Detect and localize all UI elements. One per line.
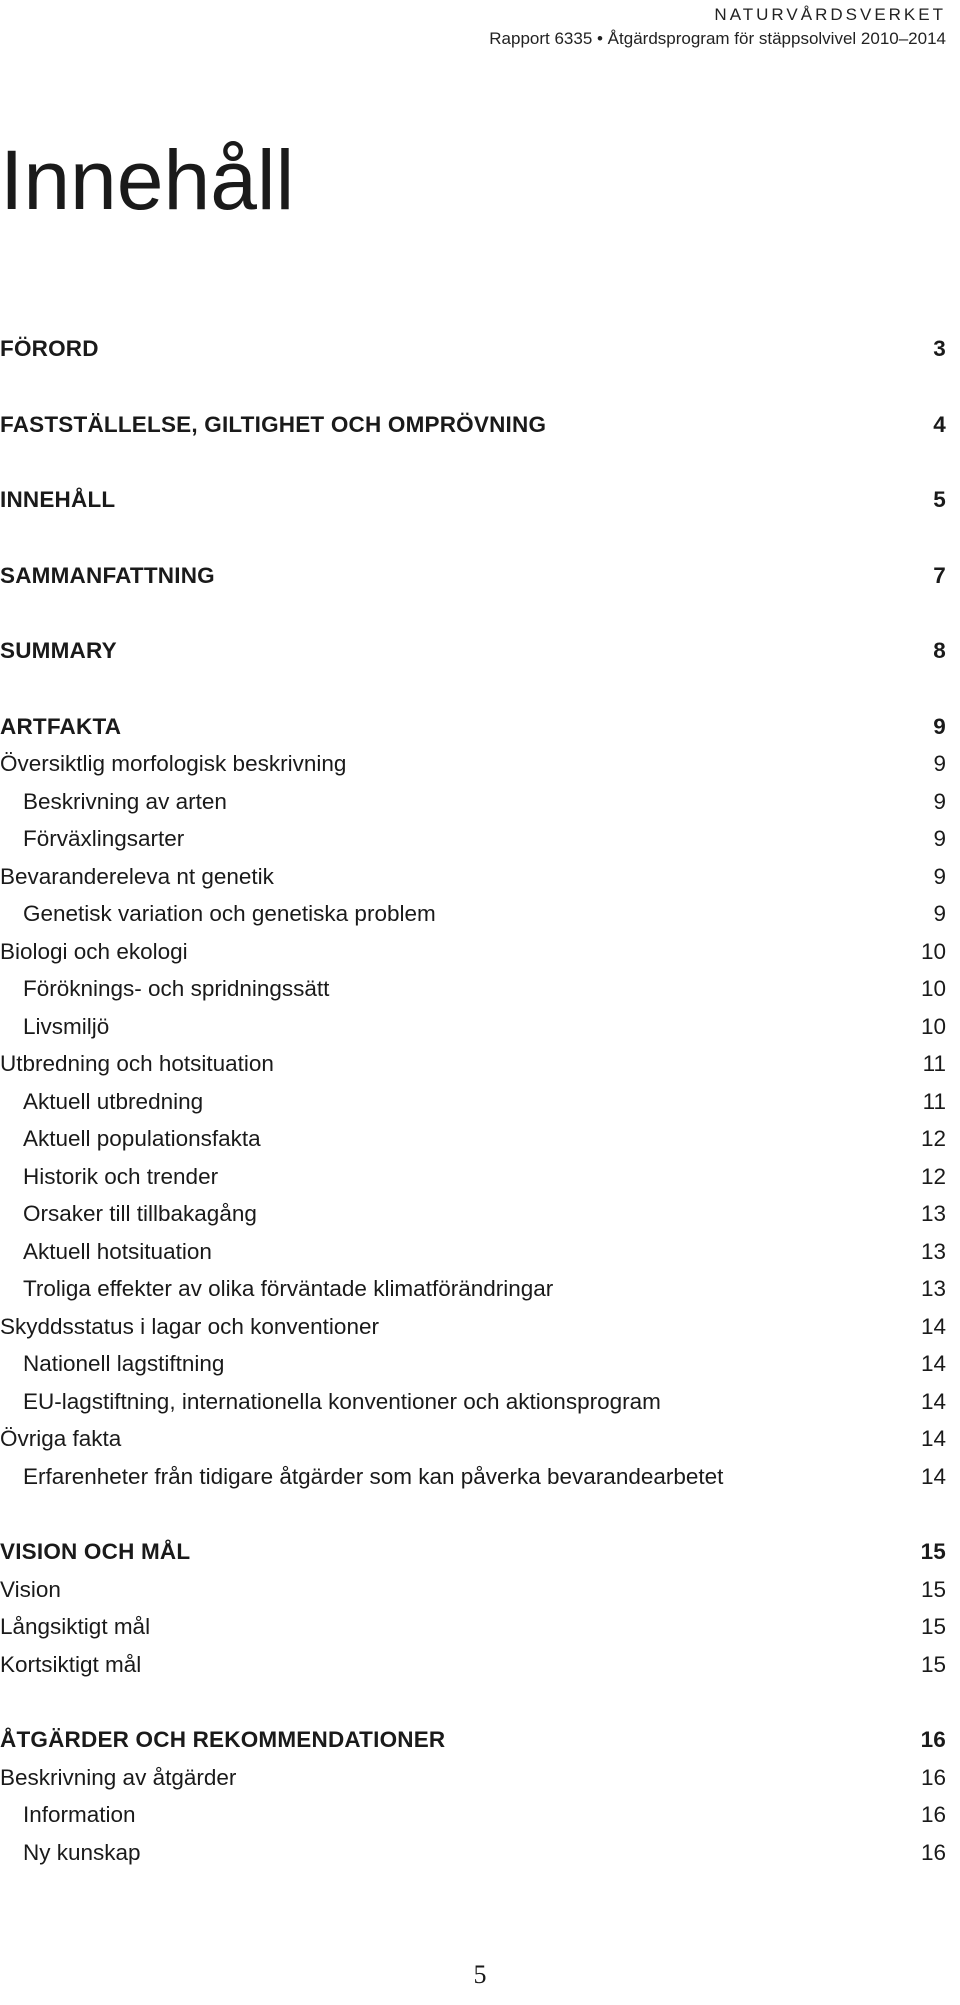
toc-page: 15	[920, 1651, 946, 1677]
toc-label: Livsmiljö	[23, 1013, 110, 1039]
toc-label: Aktuell populationsfakta	[23, 1126, 261, 1151]
toc-label: Beskrivning av åtgärder	[0, 1764, 237, 1790]
toc-page: 16	[920, 1839, 946, 1865]
toc-label: Orsaker till tillbakagång	[23, 1201, 257, 1226]
toc-entry[interactable]	[0, 1345, 946, 1383]
toc-entry[interactable]	[0, 745, 946, 783]
toc-entry[interactable]	[0, 933, 946, 971]
toc-page: 11	[922, 1051, 946, 1076]
toc-page: 5	[933, 487, 946, 512]
toc-page: 12	[920, 1126, 946, 1151]
toc-entry[interactable]	[0, 1759, 946, 1797]
toc-label: Biologi och ekologi	[0, 938, 188, 964]
toc-entry[interactable]	[0, 1233, 946, 1271]
toc-entry[interactable]	[0, 1008, 946, 1046]
toc-page: 16	[920, 1802, 946, 1827]
toc-entry[interactable]	[0, 1045, 946, 1083]
toc-entry-faststallelse[interactable]	[0, 406, 946, 444]
report-title: Rapport 6335 • Åtgärdsprogram för stäppsolvivel 2010–2014	[489, 29, 946, 48]
toc-page: 14	[920, 1388, 946, 1414]
toc-page: 3	[933, 336, 946, 361]
toc-page: 9	[933, 863, 946, 889]
toc-entry[interactable]	[0, 1195, 946, 1233]
toc-label: ARTFAKTA	[0, 713, 122, 739]
toc-entry[interactable]	[0, 783, 946, 821]
toc-page: 13	[920, 1276, 946, 1301]
toc-entry[interactable]	[0, 1646, 946, 1684]
toc-label: Kortsiktigt mål	[0, 1651, 142, 1677]
toc-entry[interactable]	[0, 1308, 946, 1346]
toc-page: 15	[920, 1576, 946, 1602]
toc-label: Bevarandereleva nt genetik	[0, 863, 274, 889]
toc-label: Nationell lagstiftning	[23, 1351, 225, 1376]
toc-label: INNEHÅLL	[0, 487, 116, 512]
toc-page: 14	[920, 1463, 946, 1489]
toc-label: SUMMARY	[0, 638, 117, 663]
toc-label: Övriga fakta	[0, 1426, 122, 1451]
toc-entry[interactable]	[0, 1834, 946, 1872]
toc-page: 14	[920, 1313, 946, 1339]
toc-label: Utbredning och hotsituation	[0, 1051, 274, 1076]
toc-entry[interactable]	[0, 1796, 946, 1834]
toc-label: FASTSTÄLLELSE, GILTIGHET OCH OMPRÖVNING	[0, 411, 547, 437]
toc-page: 9	[933, 826, 946, 851]
toc-label: FÖRORD	[0, 336, 99, 361]
toc-label: Erfarenheter från tidigare åtgärder som kan påverka bevarandearbetet	[23, 1463, 724, 1489]
publisher-name: NATURVÅRDSVERKET	[714, 5, 946, 24]
toc-entry[interactable]	[0, 1383, 946, 1421]
toc-entry[interactable]	[0, 1158, 946, 1196]
toc-page: 16	[920, 1764, 946, 1790]
toc-label: VISION OCH MÅL	[0, 1539, 191, 1564]
toc-entry-artfakta[interactable]	[0, 708, 946, 746]
toc-entry-atgarder[interactable]	[0, 1721, 946, 1759]
toc-page: 16	[920, 1727, 946, 1752]
toc-entry[interactable]	[0, 1458, 946, 1496]
toc-page: 10	[920, 976, 946, 1001]
toc-label: Aktuell utbredning	[23, 1088, 204, 1114]
toc-label: Skyddsstatus i lagar och konventioner	[0, 1313, 379, 1339]
toc-page: 14	[920, 1351, 946, 1376]
toc-label: Troliga effekter av olika förväntade klimatförändringar	[23, 1276, 554, 1301]
toc-entry[interactable]	[0, 1571, 946, 1609]
toc-entry-innehall[interactable]	[0, 481, 946, 519]
toc-label: SAMMANFATTNING	[0, 562, 215, 588]
toc-entry[interactable]	[0, 858, 946, 896]
toc-page: 13	[920, 1238, 946, 1264]
toc-page: 11	[922, 1088, 946, 1114]
toc-page: 14	[920, 1426, 946, 1451]
toc-entry-forord[interactable]	[0, 330, 946, 368]
toc-page: 4	[933, 411, 946, 437]
toc-page: 9	[933, 901, 946, 926]
toc-entry[interactable]	[0, 1608, 946, 1646]
toc-label: EU-lagstiftning, internationella konventioner och aktionsprogram	[23, 1388, 661, 1414]
toc-entry[interactable]	[0, 820, 946, 858]
page-title: Innehåll	[0, 133, 295, 227]
toc-page: 13	[920, 1201, 946, 1226]
toc-label: Översiktlig morfologisk beskrivning	[0, 751, 347, 776]
toc-label: Vision	[0, 1576, 61, 1602]
toc-label: Historik och trender	[23, 1163, 219, 1189]
toc-entry[interactable]	[0, 1083, 946, 1121]
toc-page: 10	[920, 1013, 946, 1039]
toc-entry[interactable]	[0, 970, 946, 1008]
toc-page: 9	[933, 788, 946, 814]
toc-page: 9	[933, 751, 946, 776]
toc-label: Genetisk variation och genetiska problem	[23, 901, 436, 926]
toc-label: Beskrivning av arten	[23, 788, 227, 814]
toc-page: 8	[933, 638, 946, 663]
running-header	[489, 4, 946, 52]
toc-page: 9	[933, 713, 946, 739]
toc-entry-vision[interactable]	[0, 1533, 946, 1571]
toc-entry-sammanfattning[interactable]	[0, 557, 946, 595]
toc-label: Information	[23, 1802, 136, 1827]
toc-entry[interactable]	[0, 895, 946, 933]
toc-page: 7	[933, 562, 946, 588]
toc-entry[interactable]	[0, 1120, 946, 1158]
toc-page: 10	[920, 938, 946, 964]
toc-page: 12	[920, 1163, 946, 1189]
toc-label: ÅTGÄRDER OCH REKOMMENDATIONER	[0, 1727, 446, 1752]
toc-label: Ny kunskap	[23, 1839, 141, 1865]
toc-entry-summary[interactable]	[0, 632, 946, 670]
toc-entry[interactable]	[0, 1270, 946, 1308]
toc-page: 15	[920, 1539, 946, 1564]
toc-label: Föröknings- och spridningssätt	[23, 976, 330, 1001]
toc-label: Aktuell hotsituation	[23, 1238, 212, 1264]
toc-page: 15	[920, 1614, 946, 1639]
toc-entry[interactable]	[0, 1420, 946, 1458]
toc-label: Långsiktigt mål	[0, 1614, 151, 1639]
page-number: 5	[473, 1960, 487, 1989]
table-of-contents	[0, 330, 946, 1871]
toc-label: Förväxlingsarter	[23, 826, 185, 851]
